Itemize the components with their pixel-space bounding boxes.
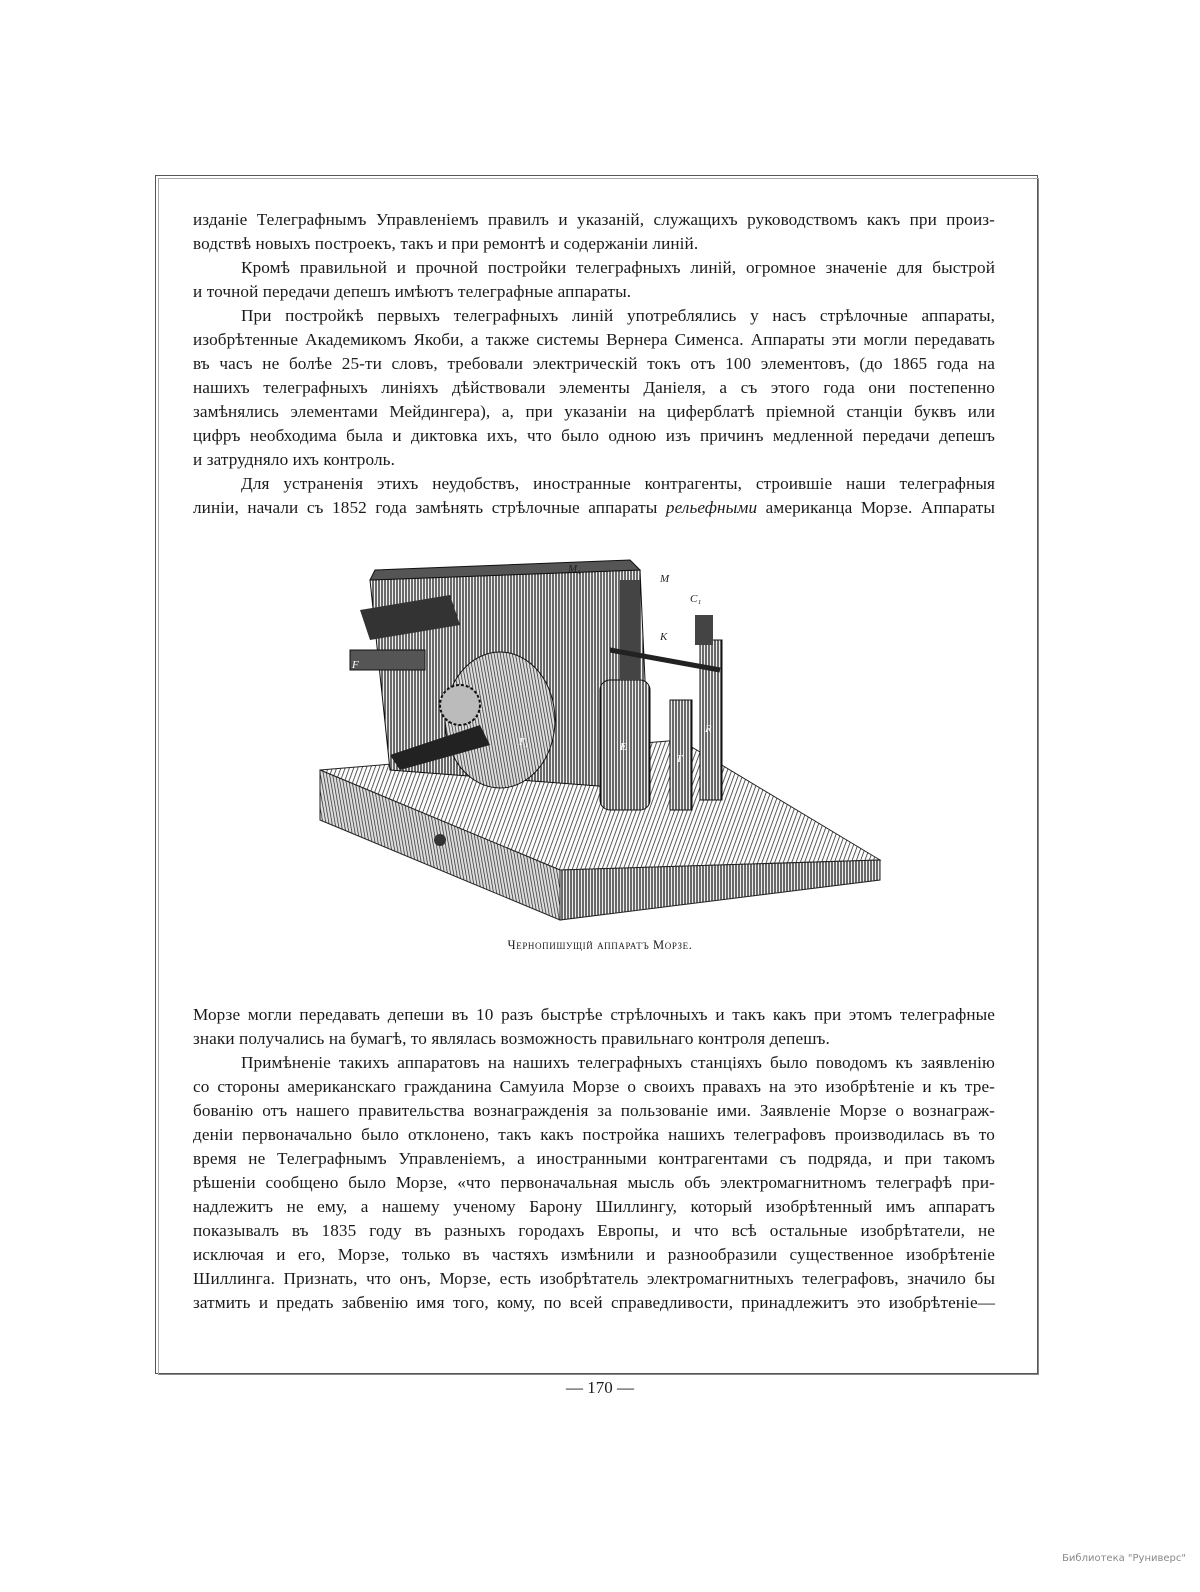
text-line [193, 496, 995, 520]
text-line: Кромѣ правильной и прочной постройки телеграфныхъ линій, огромное значеніе для быстрой [241, 258, 995, 277]
text-line: время не Телеграфнымъ Управленіемъ, а иностранными контрагентами съ подряда, и при такомъ [193, 1149, 995, 1168]
text-segment: линіи, начали съ 1852 года замѣнять стрѣлочные аппараты [193, 498, 666, 517]
text-line: водствѣ новыхъ построекъ, такъ и при ремонтѣ и содержаніи линій. [193, 234, 699, 253]
text-line: надлежитъ не ему, а нашему ученому Барону Шиллингу, который изобрѣтенный имъ аппаратъ [193, 1197, 995, 1216]
text-line: и затрудняло ихъ контроль. [193, 450, 395, 469]
text-line: со стороны американскаго гражданина Самуила Морзе о своихъ правахъ на это изобрѣтеніе и къ тре- [193, 1077, 995, 1096]
text-line: показывалъ въ 1835 году въ разныхъ городахъ Европы, и что всѣ остальные изобрѣтатели, не [193, 1221, 995, 1240]
text-line: замѣнялись элементами Мейдингера), а, при указаніи на циферблатѣ пріемной станціи буквъ или [193, 402, 995, 421]
text-line: нашихъ телеграфныхъ линіяхъ дѣйствовали элементы Даніеля, а съ этого года они постепенно [193, 378, 995, 397]
label-e: E [620, 741, 627, 753]
text-line: Шиллинга. Признать, что онъ, Морзе, есть изобрѣтатель электромагнитныхъ телеграфовъ, значило бы [193, 1269, 995, 1288]
label-m: M [660, 573, 670, 585]
drawer-knob [434, 834, 446, 846]
morse-apparatus-illustration [300, 540, 900, 930]
column-r [700, 640, 722, 800]
italic-emphasis: рельефными [665, 498, 758, 517]
text-line: знаки получались на бумагѣ, то являлась возможность правильнаго контроля депешъ. [193, 1029, 830, 1048]
text-line: деніи первоначально было отклонено, такъ какъ постройка нашихъ телеграфовъ производилась въ то [193, 1125, 995, 1144]
label-k: K [660, 631, 668, 643]
text-line: Для устраненія этихъ неудобствъ, иностранные контрагенты, строившіе наши телеграфныя [241, 474, 995, 493]
text-line: затмить и предать забвенію имя того, кому, по всей справедливости, принадлежитъ это изобрѣтеніе— [193, 1293, 995, 1312]
text-line: цифръ необходима была и диктовка ихъ, что было одною изъ причинъ медленной передачи депешъ [193, 426, 995, 445]
text-line: изданіе Телеграфнымъ Управленіемъ правилъ и указаній, служащихъ руководствомъ какъ при произ- [193, 210, 995, 229]
text-block-bottom [193, 1003, 995, 1315]
page-number: — 170 — [566, 1378, 634, 1397]
label-t1: T₁ [518, 736, 528, 748]
text-line: Морзе могли передавать депеши въ 10 разъ быстрѣе стрѣлочныхъ и такъ какъ при этомъ телеграфные [193, 1005, 995, 1024]
text-block-top [193, 208, 995, 520]
text-line: исключая и его, Морзе, только въ частяхъ измѣнили и разнообразили существенное изобрѣтеніе [193, 1245, 995, 1264]
text-line: бованію отъ нашего правительства вознагражденія за пользованіе ими. Заявленіе Морзе о вознаграж- [193, 1101, 995, 1120]
library-watermark: Библиотека "Руниверс" [1062, 1553, 1186, 1564]
label-g: G [368, 753, 376, 765]
figure-caption: Чернопишущій аппаратъ Морзе. [507, 938, 693, 952]
text-line: рѣшеніи сообщено было Морзе, «что первоначальная мысль объ электромагнитномъ телеграфѣ при- [193, 1173, 995, 1192]
gear [440, 685, 480, 725]
text-line: изобрѣтенные Академикомъ Якоби, а также системы Вернера Сименса. Аппараты эти могли передавать [193, 330, 995, 349]
label-r: R [705, 723, 712, 735]
text-line: Примѣненіе такихъ аппаратовъ на нашихъ телеграфныхъ станціяхъ было поводомъ къ заявленію [241, 1053, 995, 1072]
text-line: При постройкѣ первыхъ телеграфныхъ линій употреблялись у насъ стрѣлочные аппараты, [241, 306, 995, 325]
label-c1: C₁ [690, 593, 702, 605]
text-segment: американца Морзе. Аппараты [757, 498, 996, 517]
text-line: и точной передачи депешъ имѣютъ телеграфные аппараты. [193, 282, 632, 301]
text-line: въ часъ не болѣе 25-ти словъ, требовали электрическій токъ отъ 100 элементовъ, (до 1865 года на [193, 354, 995, 373]
label-t: T [676, 753, 683, 765]
label-f: F [352, 659, 359, 671]
label-m1: M₁ [568, 563, 581, 575]
wooden-base-side [560, 860, 880, 920]
